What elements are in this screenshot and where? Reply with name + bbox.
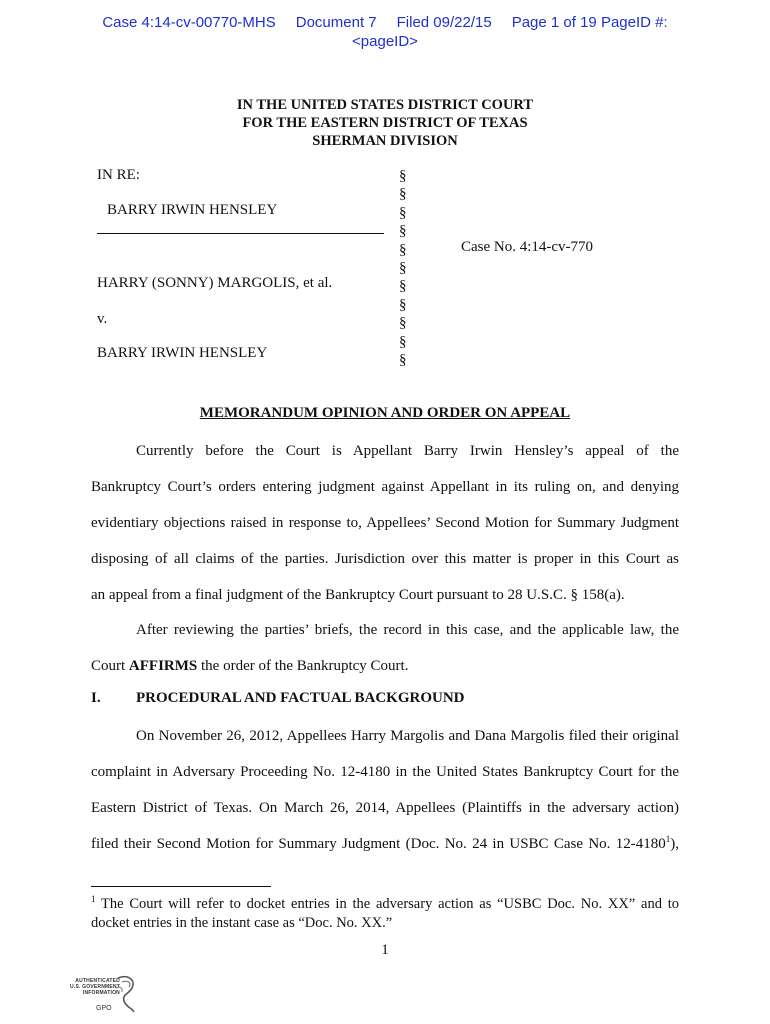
caption-section-marks xyxy=(399,167,407,369)
paragraph-line: After reviewing the parties’ briefs, the record in this case, and the applicable law, the xyxy=(136,622,679,638)
section-mark: § xyxy=(399,333,407,350)
affirms-emphasis: AFFIRMS xyxy=(128,658,198,674)
section-mark: § xyxy=(399,296,407,313)
caption-case-number: Case No. 4:14-cv-770 xyxy=(461,239,594,255)
stamp-case-number: Case 4:14-cv-00770-MHS xyxy=(102,14,276,31)
caption-in-re: IN RE: xyxy=(97,167,140,183)
section-mark: § xyxy=(399,278,407,295)
paragraph-1 xyxy=(91,433,679,613)
footnote-line: docket entries in the instant case as “Doc. No. XX.” xyxy=(91,915,393,931)
page-number: 1 xyxy=(381,942,389,958)
gpo-logo-line: INFORMATION xyxy=(82,990,120,996)
section-mark: § xyxy=(399,168,407,184)
caption-plaintiffs: HARRY (SONNY) MARGOLIS, et al. xyxy=(97,275,333,291)
gpo-logo-line: U.S. GOVERNMENT xyxy=(70,984,120,990)
paragraph-line: On November 26, 2012, Appellees Harry Margolis and Dana Margolis filed their original xyxy=(136,728,679,744)
caption-divider xyxy=(97,233,384,234)
court-heading xyxy=(0,96,770,150)
paragraph-2 xyxy=(91,612,679,684)
section-heading xyxy=(91,690,465,707)
paragraph-line: complaint in Adversary Proceeding No. 12-4180 in the United States Bankruptcy Court for the xyxy=(91,764,679,780)
paragraph-line: Currently before the Court is Appellant Barry Irwin Hensley’s appeal of the xyxy=(136,443,679,459)
court-heading-line-1: IN THE UNITED STATES DISTRICT COURT xyxy=(236,97,534,113)
section-mark: § xyxy=(399,315,407,332)
gpo-logo-line: AUTHENTICATED xyxy=(75,978,120,984)
footnote-text: The Court will refer to docket entries in the adversary action as “USBC Doc. No. XX” and to xyxy=(95,896,679,912)
ecf-header-stamp xyxy=(0,13,770,51)
court-heading-line-3: SHERMAN DIVISION xyxy=(312,133,458,149)
document-title: MEMORANDUM OPINION AND ORDER ON APPEAL xyxy=(199,405,571,421)
section-mark: § xyxy=(399,352,407,369)
stamp-page-id: <pageID> xyxy=(352,33,418,50)
footnote-marker: 1 xyxy=(91,894,96,905)
stamp-document: Document 7 xyxy=(295,14,377,31)
paragraph-line: Bankruptcy Court’s orders entering judgment against Appellant in its ruling on, and denying xyxy=(91,479,679,495)
section-mark: § xyxy=(399,204,407,221)
section-mark: § xyxy=(399,223,407,240)
paragraph-line xyxy=(91,826,679,862)
footnote xyxy=(91,895,679,933)
caption-debtor: BARRY IRWIN HENSLEY xyxy=(107,202,278,218)
paragraph-text: ), xyxy=(670,836,679,852)
gpo-logo-text xyxy=(40,978,120,996)
paragraph-text: filed their Second Motion for Summary Judgment (Doc. No. 24 in USBC Case No. 12-4180 xyxy=(91,836,666,852)
stamp-filed-date: Filed 09/22/15 xyxy=(396,14,492,31)
footnote-reference: 1 xyxy=(665,834,671,844)
stamp-page: Page 1 of 19 PageID #: xyxy=(511,14,668,31)
eagle-icon xyxy=(114,974,138,1014)
paragraph-line: evidentiary objections raised in response to, Appellees’ Second Motion for Summary Judgment xyxy=(91,515,679,531)
gpo-authentication-logo xyxy=(40,972,140,1016)
caption-versus: v. xyxy=(97,311,108,327)
section-mark: § xyxy=(399,241,407,258)
stamp-line-1 xyxy=(0,13,770,32)
paragraph-line: an appeal from a final judgment of the Bankruptcy Court pursuant to 28 U.S.C. § 158(a). xyxy=(91,587,625,603)
paragraph-line: Eastern District of Texas. On March 26, 2014, Appellees (Plaintiffs in the adversary action) xyxy=(91,800,679,816)
paragraph-text: the order of the Bankruptcy Court. xyxy=(197,658,409,674)
footnote-line xyxy=(91,895,679,914)
section-mark: § xyxy=(399,186,407,203)
paragraph-line: disposing of all claims of the parties. Jurisdiction over this matter is proper in this Court as xyxy=(91,551,679,567)
caption-defendant: BARRY IRWIN HENSLEY xyxy=(97,345,268,361)
paragraph-3 xyxy=(91,718,679,862)
section-mark: § xyxy=(399,260,407,277)
footnote-rule xyxy=(91,886,271,887)
section-title: PROCEDURAL AND FACTUAL BACKGROUND xyxy=(136,690,465,706)
paragraph-text: Court xyxy=(91,658,129,674)
gpo-logo-mark: GPO xyxy=(96,1005,112,1012)
paragraph-line xyxy=(91,648,679,684)
court-heading-line-2: FOR THE EASTERN DISTRICT OF TEXAS xyxy=(242,115,528,131)
section-number: I. xyxy=(91,690,101,706)
